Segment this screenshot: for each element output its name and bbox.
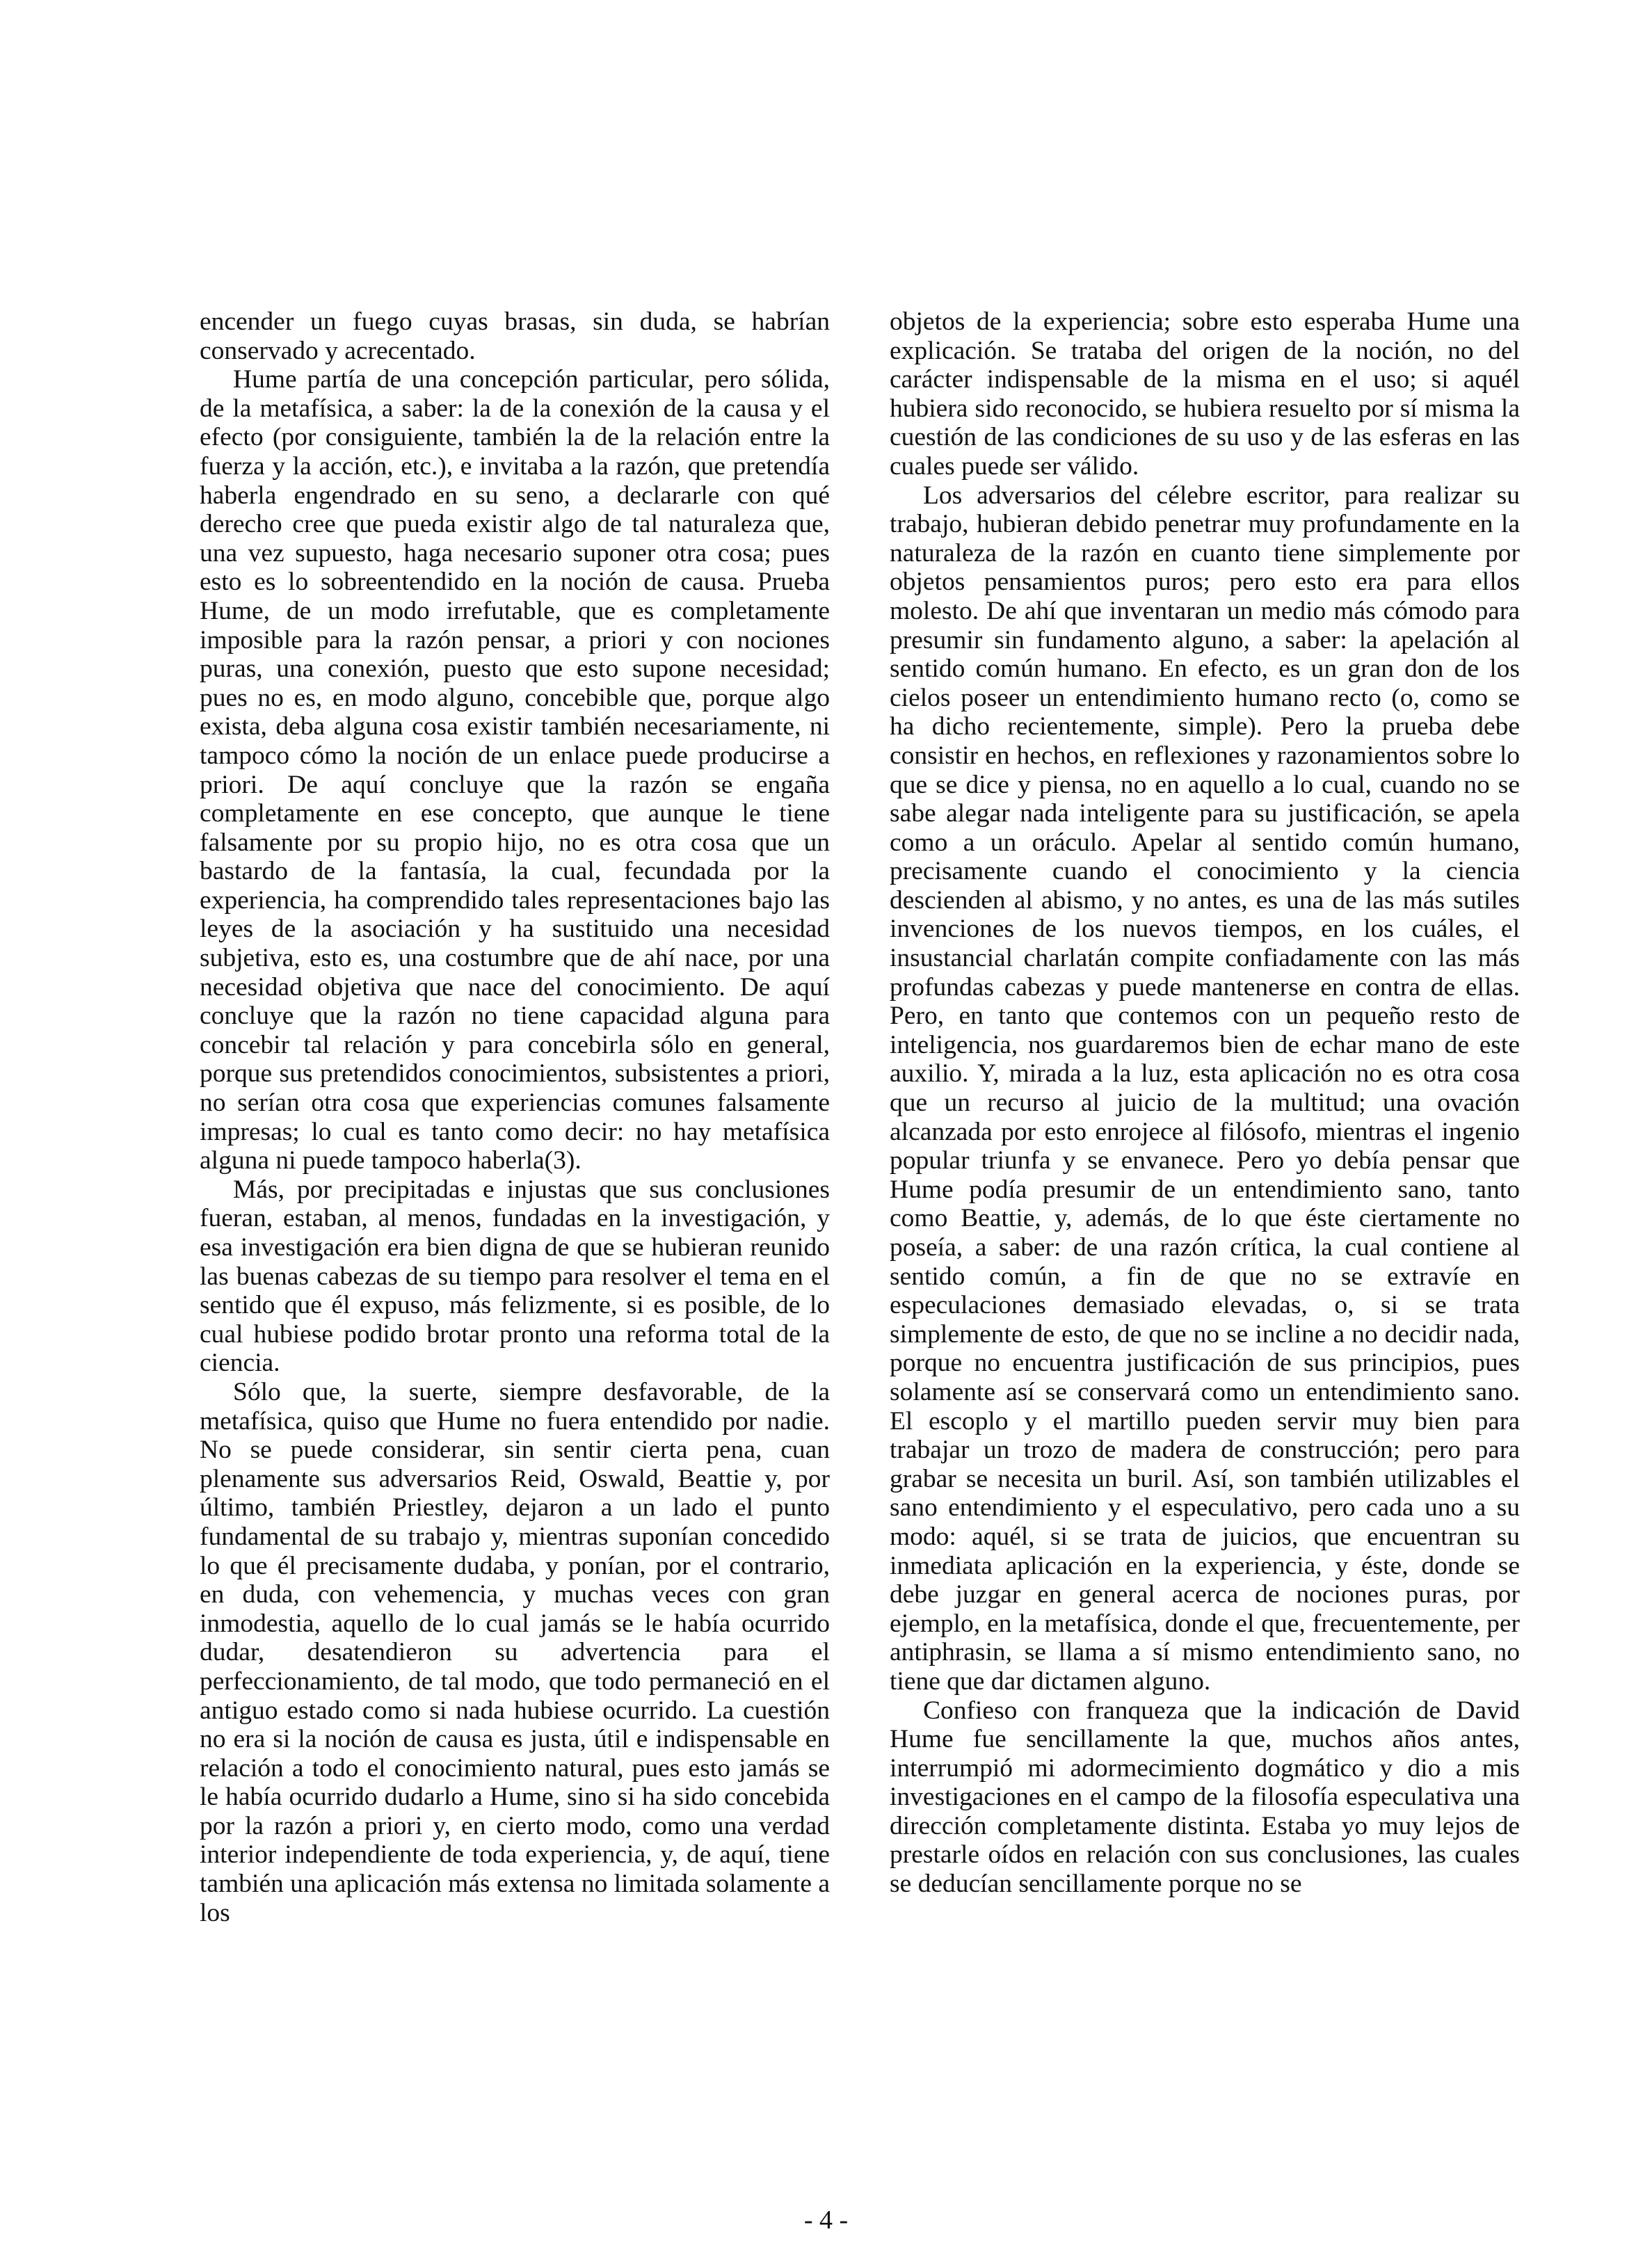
- right-column: [890, 307, 1520, 1899]
- page-number: - 4 -: [803, 2205, 849, 2235]
- paragraph: Confieso con franqueza que la indicación de David Hume fue sencillamente la que, muchos años antes, interrumpió mi adormecimiento dogmático y dio a mis investigaciones en el campo de la filosofía especulativa una dirección completamente distinta. Estaba yo muy lejos de prestarle oídos en relación con sus conclusiones, las cuales se deducían sencillamente porque no se: [890, 1696, 1520, 1899]
- paragraph: objetos de la experiencia; sobre esto esperaba Hume una explicación. Se trataba del origen de la noción, no del carácter indispensable de la misma en el uso; si aquél hubiera sido reconocido, se hubiera resuelto por sí misma la cuestión de las condiciones de su uso y de las esferas en las cuales puede ser válido.: [890, 307, 1520, 481]
- paragraph: Hume partía de una concepción particular, pero sólida, de la metafísica, a saber: la de la conexión de la causa y el efecto (por consiguiente, también la de la relación entre la fuerza y la acción, etc.), e invitaba a la razón, que pretendía haberla engendrado en su seno, a declararle con qué derecho cree que pueda existir algo de tal naturaleza que, una vez supuesto, haga necesario suponer otra cosa; pues esto es lo sobreentendido en la noción de causa. Prueba Hume, de un modo irrefutable, que es completamente imposible para la razón pensar, a priori y con nociones puras, una conexión, puesto que esto supone necesidad; pues no es, en modo alguno, concebible que, porque algo exista, deba alguna cosa existir también necesariamente, ni tampoco cómo la noción de un enlace puede producirse a priori. De aquí concluye que la razón se engaña completamente en ese concepto, que aunque le tiene falsamente por su propio hijo, no es otra cosa que un bastardo de la fantasía, la cual, fecundada por la experiencia, ha comprendido tales representaciones bajo las leyes de la asociación y ha sustituido una necesidad subjetiva, esto es, una costumbre que de ahí nace, por una necesidad objetiva que nace del conocimiento. De aquí concluye que la razón no tiene capacidad alguna para concebir tal relación y para concebirla sólo en general, porque sus pretendidos conocimientos, subsistentes a priori, no serían otra cosa que experiencias comunes falsamente impresas; lo cual es tanto como decir: no hay metafísica alguna ni puede tampoco haberla(3).: [200, 365, 830, 1175]
- paragraph: Los adversarios del célebre escritor, para realizar su trabajo, hubieran debido penetrar muy profundamente en la naturaleza de la razón en cuanto tiene simplemente por objetos pensamientos puros; pero esto era para ellos molesto. De ahí que inventaran un medio más cómodo para presumir sin fundamento alguno, a saber: la apelación al sentido común humano. En efecto, es un gran don de los cielos poseer un entendimiento humano recto (o, como se ha dicho recientemente, simple). Pero la prueba debe consistir en hechos, en reflexiones y razonamientos sobre lo que se dice y piensa, no en aquello a lo cual, cuando no se sabe alegar nada inteligente para su justificación, se apela como a un oráculo. Apelar al sentido común humano, precisamente cuando el conocimiento y la ciencia descienden al abismo, y no antes, es una de las más sutiles invenciones de los nuevos tiempos, en los cuáles, el insustancial charlatán compite confiadamente con las más profundas cabezas y puede mantenerse en contra de ellas. Pero, en tanto que contemos con un pequeño resto de inteligencia, nos guardaremos bien de echar mano de este auxilio. Y, mirada a la luz, esta aplicación no es otra cosa que un recurso al juicio de la multitud; una ovación alcanzada por esto enrojece al filósofo, mientras el ingenio popular triunfa y se envanece. Pero yo debía pensar que Hume podía presumir de un entendimiento sano, tanto como Beattie, y, además, de lo que éste ciertamente no poseía, a saber: de una razón crítica, la cual contiene al sentido común, a fin de que no se extravíe en especulaciones demasiado elevadas, o, si se trata simplemente de esto, de que no se incline a no decidir nada, porque no encuentra justificación de sus principios, pues solamente así se conservará como un entendimiento sano. El escoplo y el martillo pueden servir muy bien para trabajar un trozo de madera de construcción; pero para grabar se necesita un buril. Así, son también utilizables el sano entendimiento y el especulativo, pero cada uno a su modo: aquél, si se trata de juicios, que encuentran su inmediata aplicación en la experiencia, y éste, donde se debe juzgar en general acerca de nociones puras, por ejemplo, en la metafísica, donde el que, frecuentemente, per antiphrasin, se llama a sí mismo entendimiento sano, no tiene que dar dictamen alguno.: [890, 481, 1520, 1696]
- paragraph: encender un fuego cuyas brasas, sin duda, se habrían conservado y acrecentado.: [200, 307, 830, 365]
- left-column: [200, 307, 830, 1927]
- paragraph: Sólo que, la suerte, siempre desfavorable, de la metafísica, quiso que Hume no fuera entendido por nadie. No se puede considerar, sin sentir cierta pena, cuan plenamente sus adversarios Reid, Oswald, Beattie y, por último, también Priestley, dejaron a un lado el punto fundamental de su trabajo y, mientras suponían concedido lo que él precisamente dudaba, y ponían, por el contrario, en duda, con vehemencia, y muchas veces con gran inmodestia, aquello de lo cual jamás se le había ocurrido dudar, desatendieron su advertencia para el perfeccionamiento, de tal modo, que todo permaneció en el antiguo estado como si nada hubiese ocurrido. La cuestión no era si la noción de causa es justa, útil e indispensable en relación a todo el conocimiento natural, pues esto jamás se le había ocurrido dudarlo a Hume, sino si ha sido concebida por la razón a priori y, en cierto modo, como una verdad interior independiente de toda experiencia, y, de aquí, tiene también una aplicación más extensa no limitada solamente a los: [200, 1377, 830, 1927]
- paragraph: Más, por precipitadas e injustas que sus conclusiones fueran, estaban, al menos, fundadas en la investigación, y esa investigación era bien digna de que se hubieran reunido las buenas cabezas de su tiempo para resolver el tema en el sentido que él expuso, más felizmente, si es posible, de lo cual hubiese podido brotar pronto una reforma total de la ciencia.: [200, 1175, 830, 1378]
